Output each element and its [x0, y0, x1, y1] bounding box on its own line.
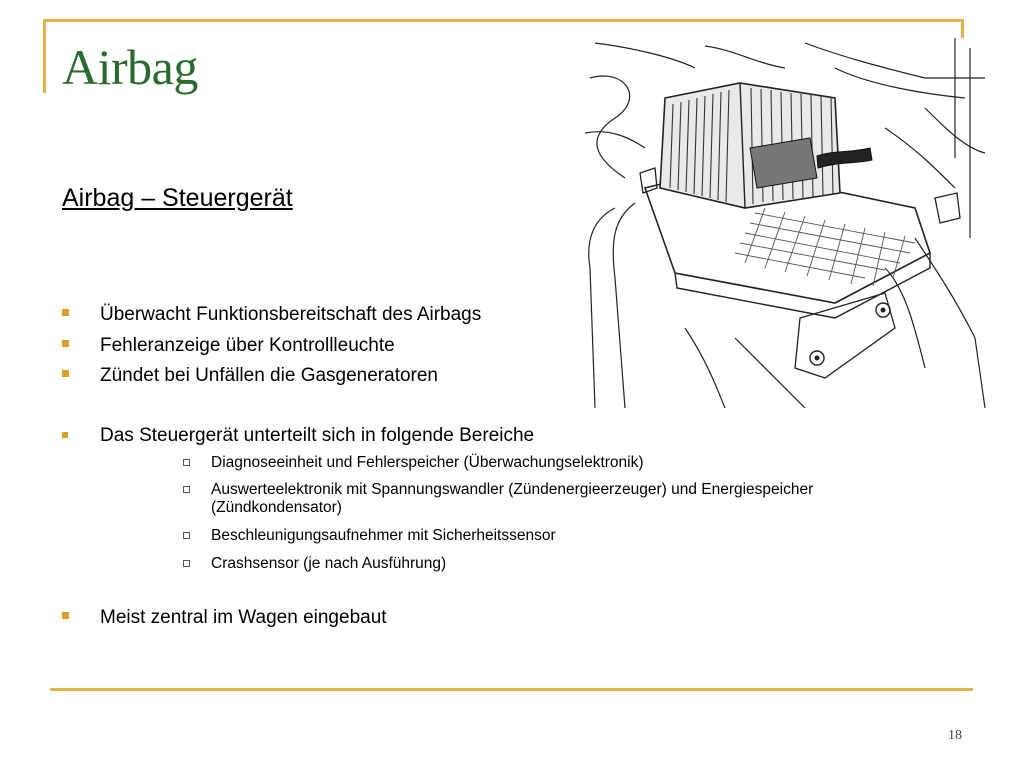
hollow-square-bullet-icon	[183, 486, 190, 493]
page-number: 18	[948, 728, 962, 743]
square-bullet-icon	[62, 370, 69, 377]
sub-bullet-text: Crashsensor (je nach Ausführung)	[211, 555, 447, 572]
bullet-text: Das Steuergerät unterteilt sich in folgende Bereiche	[100, 425, 535, 446]
slide-title: Airbag	[62, 39, 198, 95]
sub-bullet-text: Auswerteelektronik mit Spannungswandler (Zündenergieerzeuger) und Energiespeicher (Zündkondensator)	[211, 481, 814, 516]
square-bullet-icon	[62, 432, 68, 438]
hollow-square-bullet-icon	[183, 459, 190, 466]
bullet-text: Überwacht Funktionsbereitschaft des Airbags	[100, 304, 482, 325]
square-bullet-icon	[62, 612, 69, 619]
footer-divider	[50, 688, 973, 691]
slide-subtitle: Airbag – Steuergerät	[62, 184, 293, 212]
bullet-text: Zündet bei Unfällen die Gasgeneratoren	[100, 365, 439, 386]
frame-left-line	[43, 19, 46, 93]
hollow-square-bullet-icon	[183, 560, 190, 567]
hollow-square-bullet-icon	[183, 532, 190, 539]
square-bullet-icon	[62, 309, 69, 316]
square-bullet-icon	[62, 340, 69, 347]
frame-top-line	[43, 19, 964, 22]
frame-right-line	[961, 19, 964, 39]
sub-bullet-text: Beschleunigungsaufnehmer mit Sicherheitssensor	[211, 527, 556, 544]
sub-bullet-text: Diagnoseeinheit und Fehlerspeicher (Überwachungselektronik)	[211, 454, 644, 471]
bullet-text: Meist zentral im Wagen eingebaut	[100, 607, 387, 628]
airbag-control-unit-illustration	[585, 38, 988, 408]
bullet-text: Fehleranzeige über Kontrollleuchte	[100, 335, 395, 356]
